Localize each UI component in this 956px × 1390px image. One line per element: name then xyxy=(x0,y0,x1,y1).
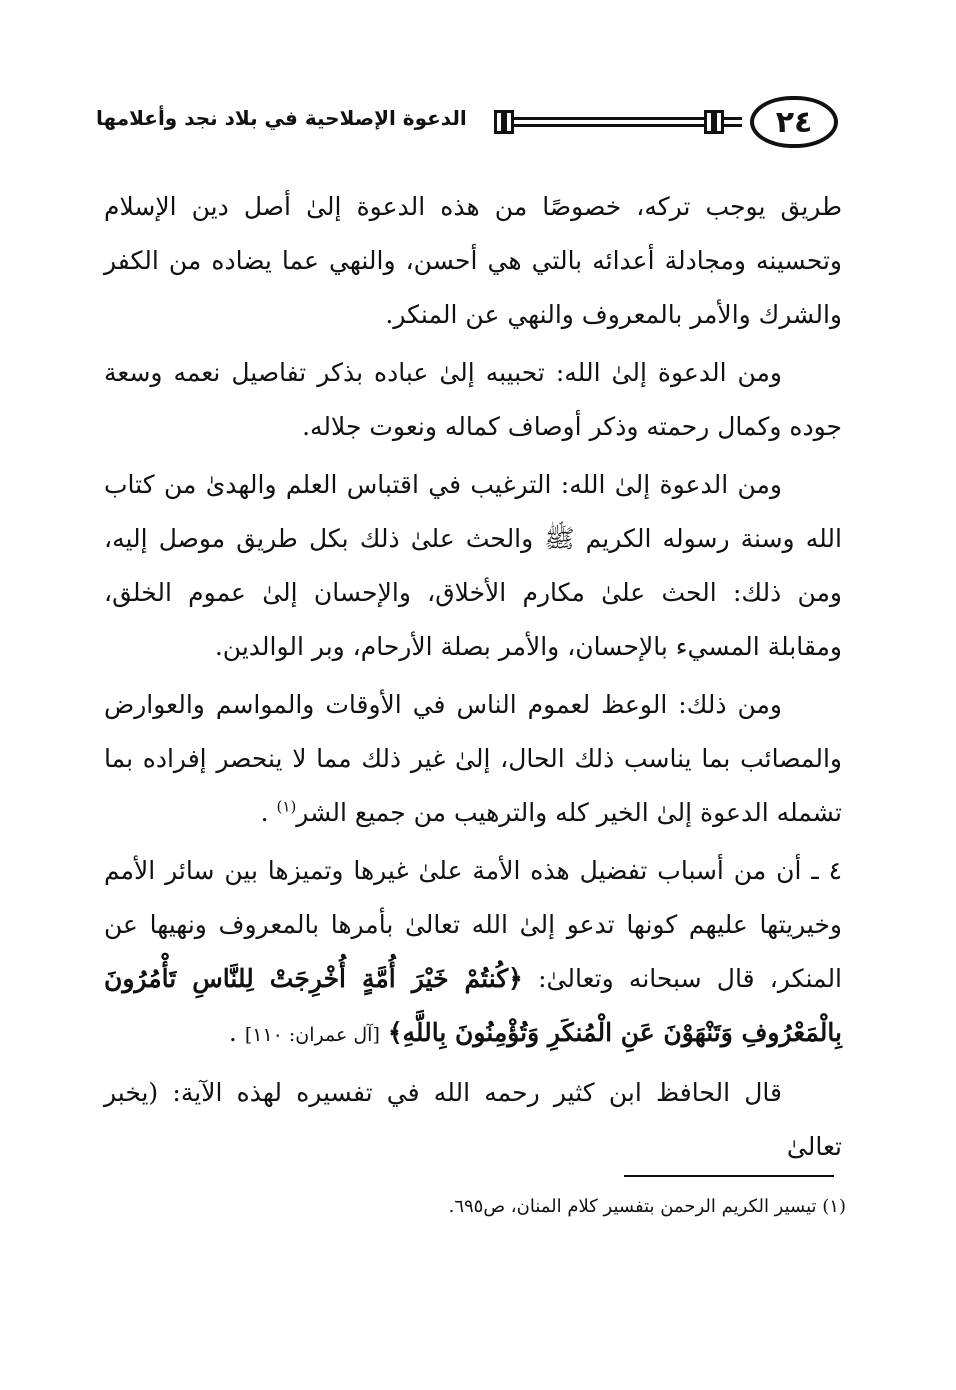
header-ornament-cap xyxy=(494,110,504,134)
running-title: الدعوة الإصلاحية في بلاد نجد وأعلامها xyxy=(96,106,467,130)
paragraph-text: ومن ذلك: الوعظ لعموم الناس في الأوقات والمواسم والعوارض والمصائب بما يناسب ذلك الحال، إلىٰ غير ذلك مما لا ينحصر إفراده بما تشمله الدعوة إلىٰ الخير كله والترهيب من جميع الشر xyxy=(104,690,842,827)
verse-reference: [آل عمران: ١١٠] xyxy=(244,1024,380,1046)
page-number-badge: ٢٤ xyxy=(750,96,838,148)
paragraph: قال الحافظ ابن كثير رحمه الله في تفسيره لهذه الآية: (يخبر تعالىٰ xyxy=(104,1078,842,1161)
quran-verse: ﴿كُنتُمْ خَيْرَ أُمَّةٍ أُخْرِجَتْ لِلنَّاسِ تَأْمُرُونَ بِالْمَعْرُوفِ وَتَنْهَوْنَ عَنِ الْمُنكَرِ وَتُؤْمِنُونَ بِاللَّهِ﴾ xyxy=(104,964,842,1047)
header-ornament-line xyxy=(514,117,704,127)
paragraph xyxy=(104,844,842,1062)
footnote: (١) تيسير الكريم الرحمن بتفسير كلام المنان، ص٦٩٥. xyxy=(448,1196,846,1217)
page-header xyxy=(96,96,838,158)
paragraph: طريق يوجب تركه، خصوصًا من هذه الدعوة إلىٰ أصل دين الإسلام وتحسينه ومجادلة أعدائه بالتي هي أحسن، والنهي عما يضاده من الكفر والشرك والأمر بالمعروف والنهي عن المنكر. xyxy=(104,192,842,329)
header-ornament-cap xyxy=(704,110,714,134)
paragraph xyxy=(104,678,842,840)
paragraph-text: ٤ ـ أن من أسباب تفضيل هذه الأمة علىٰ غيرها وتميزها بين سائر الأمم وخيريتها عليهم كونها تدعو إلىٰ الله تعالىٰ بأمرها بالمعروف ونهيها عن المنكر، قال سبحانه وتعالىٰ: xyxy=(104,856,843,993)
footnote-marker: (١) xyxy=(276,797,297,816)
main-text xyxy=(104,180,842,1178)
footnote-separator xyxy=(624,1175,834,1177)
header-ornament-cap xyxy=(504,110,514,134)
paragraph: ومن الدعوة إلىٰ الله: تحبيبه إلىٰ عباده بذكر تفاصيل نعمه وسعة جوده وكمال رحمته وذكر أوصاف كماله ونعوت جلاله. xyxy=(104,358,842,441)
paragraph-end: . xyxy=(260,798,269,827)
paragraph: ومن الدعوة إلىٰ الله: الترغيب في اقتباس العلم والهدىٰ من كتاب الله وسنة رسوله الكريم ﷺ والحث علىٰ ذلك بكل طريق موصل إليه، ومن ذلك: الحث علىٰ مكارم الأخلاق، والإحسان إلىٰ عموم الخلق، ومقابلة المسيء بالإحسان، والأمر بصلة الأرحام، وبر الوالدين. xyxy=(104,470,842,661)
header-ornament-cap xyxy=(714,110,724,134)
header-ornament-line xyxy=(724,117,742,127)
paragraph-end: . xyxy=(228,1018,237,1047)
